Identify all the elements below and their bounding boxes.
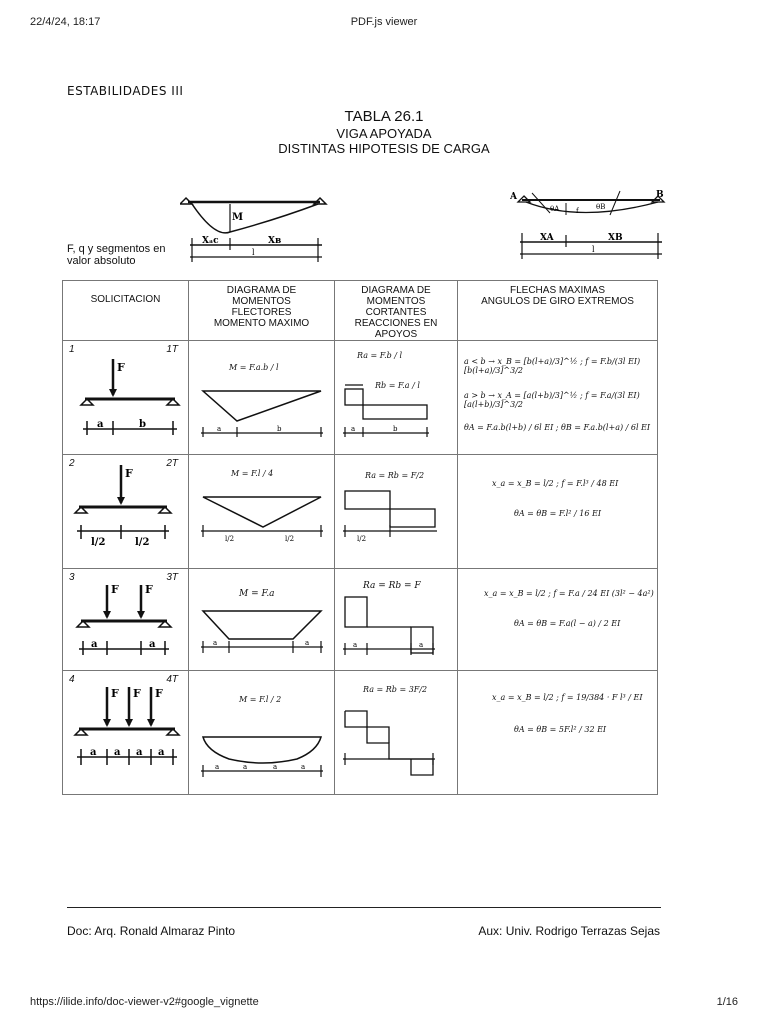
right-b-label: B <box>656 190 664 200</box>
case-1-moment-diagram <box>189 341 334 449</box>
case-4-moment <box>189 671 335 795</box>
case-4-beam <box>63 671 188 789</box>
case-1-deflection-2: a > b → x_A = [a(l+b)/3]^½ ; f = F.a/(3l EI) [a(l+b)/3]^3/2 <box>464 391 640 409</box>
header-momentos-flectores: DIAGRAMA DE MOMENTOS FLECTORES MOMENTO MAXIMO <box>189 281 335 341</box>
note-text <box>67 243 177 267</box>
right-xa-label: XA <box>540 233 554 243</box>
case-number: 3 <box>69 572 75 583</box>
svg-text:a: a <box>419 641 424 649</box>
case-tag: 4T <box>166 674 178 685</box>
svg-text:l/2: l/2 <box>225 535 235 543</box>
table-title: TABLA 26.1 <box>344 108 424 125</box>
case-3-moment-formula: M = F.a <box>239 589 275 599</box>
case-3-loading <box>63 569 189 671</box>
table-subtitle: VIGA APOYADA <box>336 126 432 141</box>
print-datetime: 22/4/24, 18:17 <box>30 16 101 28</box>
case-tag: 1T <box>166 344 178 355</box>
svg-text:a: a <box>97 419 104 430</box>
case-row-2 <box>63 455 658 569</box>
print-page-title: PDF.js viewer <box>350 16 418 28</box>
case-3-deflection <box>458 569 658 671</box>
case-tag: 3T <box>166 572 178 583</box>
course-name: ESTABILIDADES III <box>67 84 184 98</box>
case-4-deflection-1: x_a = x_B = l/2 ; f = 19/384 · F l³ / EI <box>492 693 643 702</box>
svg-text:a: a <box>215 763 220 771</box>
svg-text:a: a <box>158 747 165 758</box>
case-row-1 <box>63 341 658 455</box>
table-subtitle-2: DISTINTAS HIPOTESIS DE CARGA <box>278 141 490 156</box>
footer-assistant: Aux: Univ. Rodrigo Terrazas Sejas <box>478 924 660 938</box>
case-1-deflection-3: θA = F.a.b(l+b) / 6l EI ; θB = F.a.b(l+a) / 6l EI <box>464 423 651 432</box>
case-4-moment-diagram <box>189 671 334 789</box>
svg-text:F: F <box>111 583 119 596</box>
svg-text:l/2: l/2 <box>285 535 295 543</box>
case-row-4 <box>63 671 658 795</box>
case-3-deflection-2: θA = θB = F.a(l − a) / 2 EI <box>514 619 621 628</box>
right-f-label: f <box>576 207 579 215</box>
svg-text:l/2: l/2 <box>135 537 150 548</box>
case-3-beam <box>63 569 188 665</box>
svg-text:a: a <box>301 763 306 771</box>
header-solicitacion: SOLICITACION <box>63 281 189 341</box>
print-page-indicator: 1/16 <box>716 996 738 1008</box>
svg-text:a: a <box>114 747 121 758</box>
case-4-loading <box>63 671 189 795</box>
svg-text:F: F <box>145 583 153 596</box>
case-number: 4 <box>69 674 75 685</box>
left-xa-label: Xₐc <box>202 236 219 246</box>
left-l-label: l <box>252 248 255 257</box>
svg-text:l/2: l/2 <box>357 535 367 543</box>
case-3-moment <box>189 569 335 671</box>
load-cases-table <box>62 280 658 795</box>
svg-text:F: F <box>133 687 141 700</box>
table-header-row <box>63 281 658 341</box>
svg-text:F: F <box>111 687 119 700</box>
right-xb-label: XB <box>608 233 623 243</box>
case-3-ra-formula: Ra = Rb = F <box>363 581 421 591</box>
note-line-2: valor absoluto <box>67 255 136 267</box>
case-1-loading <box>63 341 189 455</box>
case-1-shear <box>335 341 458 455</box>
svg-text:a: a <box>305 639 310 647</box>
case-2-moment <box>189 455 335 569</box>
case-number: 1 <box>69 344 75 355</box>
print-url: https://ilide.info/doc-viewer-v2#google_vignette <box>30 996 259 1008</box>
svg-text:a: a <box>91 639 98 650</box>
right-theta-a-label: θA <box>550 205 560 213</box>
case-2-beam <box>63 455 188 563</box>
svg-text:a: a <box>149 639 156 650</box>
note-line-1: F, q y segmentos en <box>67 243 166 255</box>
svg-text:a: a <box>351 425 356 433</box>
svg-text:a: a <box>353 641 358 649</box>
case-4-moment-formula: M = F.l / 2 <box>239 695 282 704</box>
footer-divider <box>67 907 661 908</box>
case-1-moment <box>189 341 335 455</box>
header-flechas-maximas: FLECHAS MAXIMAS ANGULOS DE GIRO EXTREMOS <box>458 281 658 341</box>
right-beam-diagram <box>510 185 670 265</box>
header-momentos-cortantes: DIAGRAMA DE MOMENTOS CORTANTES REACCIONES EN APOYOS <box>335 281 458 341</box>
right-theta-b-label: θB <box>596 203 606 211</box>
svg-text:a: a <box>243 763 248 771</box>
case-1-beam <box>63 341 188 449</box>
footer-doc-author: Doc: Arq. Ronald Almaraz Pinto <box>67 924 236 938</box>
svg-text:F: F <box>125 467 133 480</box>
case-2-deflection-2: θA = θB = F.l² / 16 EI <box>514 509 601 518</box>
svg-text:b: b <box>139 419 146 430</box>
case-3-deflection-1: x_a = x_B = l/2 ; f = F.a / 24 EI (3l² − 4a²) <box>484 589 654 598</box>
svg-text:a: a <box>217 425 222 433</box>
case-row-3 <box>63 569 658 671</box>
svg-text:F: F <box>117 361 125 374</box>
case-2-ra-formula: Ra = Rb = F/2 <box>365 471 425 480</box>
case-4-ra-formula: Ra = Rb = 3F/2 <box>363 685 428 694</box>
right-a-label: A <box>510 192 517 202</box>
left-xb-label: Xʙ <box>268 236 282 246</box>
svg-text:F: F <box>155 687 163 700</box>
right-l-label: l <box>592 245 595 254</box>
case-1-moment-formula: M = F.a.b / l <box>229 363 279 372</box>
case-4-deflection <box>458 671 658 795</box>
svg-text:b: b <box>277 425 282 433</box>
case-4-shear <box>335 671 458 795</box>
svg-text:a: a <box>136 747 143 758</box>
case-number: 2 <box>69 458 75 469</box>
case-3-shear <box>335 569 458 671</box>
case-tag: 2T <box>166 458 178 469</box>
case-2-shear <box>335 455 458 569</box>
case-2-loading <box>63 455 189 569</box>
svg-text:a: a <box>90 747 97 758</box>
left-beam-diagram <box>180 190 330 265</box>
case-2-deflection <box>458 455 658 569</box>
case-2-moment-formula: M = F.l / 4 <box>231 469 274 478</box>
case-3-moment-diagram <box>189 569 334 665</box>
svg-text:b: b <box>393 425 398 433</box>
svg-text:a: a <box>213 639 218 647</box>
case-4-deflection-2: θA = θB = 5F.l² / 32 EI <box>514 725 607 734</box>
case-1-rb-formula: Rb = F.a / l <box>375 381 420 390</box>
case-1-deflection-1: a < b → x_B = [b(l+a)/3]^½ ; f = F.b/(3l EI) [b(l+a)/3]^3/2 <box>464 357 641 375</box>
left-m-label: M <box>232 212 244 223</box>
case-2-deflection-1: x_a = x_B = l/2 ; f = F.l³ / 48 EI <box>492 479 619 488</box>
case-1-ra-formula: Ra = F.b / l <box>357 351 403 360</box>
case-1-deflection <box>458 341 658 455</box>
svg-text:l/2: l/2 <box>91 537 106 548</box>
svg-text:a: a <box>273 763 278 771</box>
